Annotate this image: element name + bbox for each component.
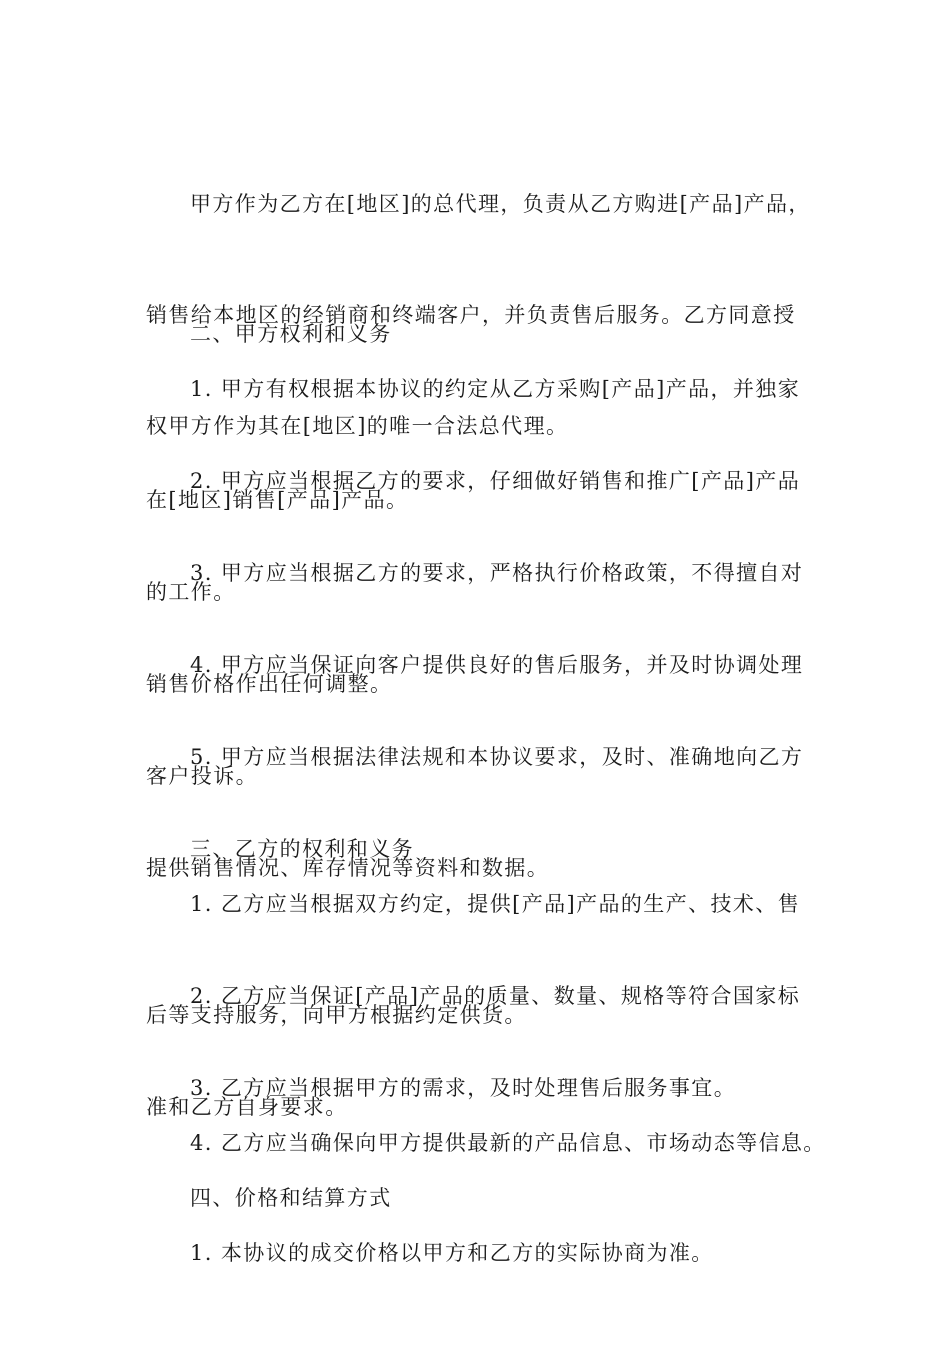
text-line: 的工作。	[146, 580, 236, 604]
text-line: 1. 乙方应当根据双方约定，提供[产品]产品的生产、技术、售	[190, 892, 801, 916]
text-line: 三、乙方的权利和义务	[190, 837, 414, 861]
text-line: 客户投诉。	[146, 764, 258, 788]
text-line: 在[地区]销售[产品]产品。	[146, 488, 409, 512]
text-line: 1. 甲方有权根据本协议的约定从乙方采购[产品]产品，并独家	[190, 377, 801, 401]
text-line: 销售价格作出任何调整。	[146, 672, 393, 696]
text-line: 后等支持服务，向甲方根据约定供货。	[146, 1003, 527, 1027]
text-line: 4. 甲方应当保证向客户提供良好的售后服务，并及时协调处理	[190, 653, 804, 677]
text-line: 权甲方作为其在[地区]的唯一合法总代理。	[146, 414, 569, 438]
text-line: 1. 本协议的成交价格以甲方和乙方的实际协商为准。	[190, 1241, 714, 1265]
text-line: 3. 乙方应当根据甲方的需求，及时处理售后服务事宜。	[190, 1076, 737, 1100]
text-line: 准和乙方自身要求。	[146, 1095, 348, 1119]
text-line: 5. 甲方应当根据法律法规和本协议要求，及时、准确地向乙方	[190, 745, 804, 769]
text-line: 提供销售情况、库存情况等资料和数据。	[146, 856, 550, 880]
text-line: 3. 甲方应当根据乙方的要求，严格执行价格政策，不得擅自对	[190, 561, 804, 585]
text-line: 4. 乙方应当确保向甲方提供最新的产品信息、市场动态等信息。	[190, 1131, 826, 1155]
text-line: 四、价格和结算方式	[190, 1186, 392, 1210]
text-line: 销售给本地区的经销商和终端客户，并负责售后服务。乙方同意授	[146, 303, 796, 327]
text-line: 2. 乙方应当保证[产品]产品的质量、数量、规格等符合国家标	[190, 984, 801, 1008]
text-line: 甲方作为乙方在[地区]的总代理，负责从乙方购进[产品]产品，	[190, 192, 811, 216]
text-line: 2. 甲方应当根据乙方的要求，仔细做好销售和推广[产品]产品	[190, 469, 801, 493]
text-line: 二、甲方权利和义务	[190, 322, 392, 346]
clause-price-1	[146, 1161, 811, 1346]
